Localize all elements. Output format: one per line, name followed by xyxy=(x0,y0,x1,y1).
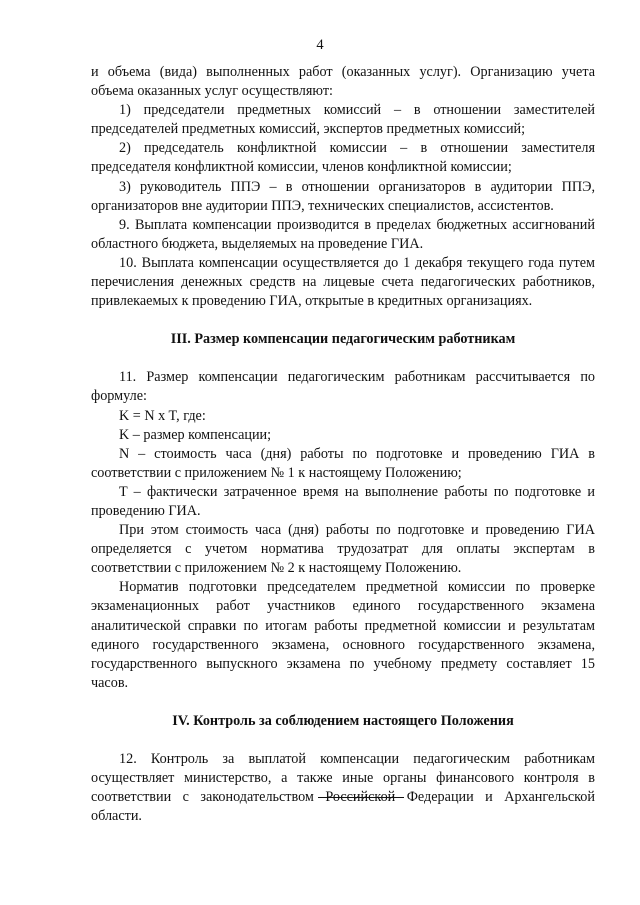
list-item-1: 1) председатели предметных комиссий – в отношении заместителей председателей предметных комиссий, экспертов предметных комиссий; xyxy=(91,102,595,138)
paragraph-continuation: и объема (вида) выполненных работ (оказанных услуг). Организацию учета объема оказанных услуг осуществляют: xyxy=(91,64,595,100)
formula-line: K = N x T, где: xyxy=(119,407,206,424)
section-4-heading: IV. Контроль за соблюдением настоящего Положения xyxy=(172,712,514,729)
paragraph-norm: Норматив подготовки председателем предметной комиссии по проверке экзаменационных работ участников единого государственного экзамена аналитической справки по итогам работы предметной комиссии и результатам единого государственного экзамена, основного государственного экзамена, государственного выпускного экзамена по учебному предмету составляет 15 часов. xyxy=(91,579,595,691)
paragraph-9: 9. Выплата компенсации производится в пределах бюджетных ассигнований областного бюджета, выделяемых на проведение ГИА. xyxy=(91,216,595,252)
formula-t-definition: T – фактически затраченное время на выполнение работы по подготовке и проведению ГИА. xyxy=(91,483,595,519)
paragraph-11: 11. Размер компенсации педагогическим работникам рассчитывается по формуле: xyxy=(91,369,595,405)
list-item-3: 3) руководитель ППЭ – в отношении организаторов в аудитории ППЭ, организаторов вне аудитории ППЭ, технических специалистов, ассистентов. xyxy=(91,178,595,214)
formula-n-definition: N – стоимость часа (дня) работы по подготовке и проведению ГИА в соответствии с приложением № 1 к настоящему Положению; xyxy=(91,445,595,481)
section-3-heading: III. Размер компенсации педагогическим работникам xyxy=(170,331,516,348)
paragraph-hour-cost: При этом стоимость часа (дня) работы по подготовке и проведению ГИА определяется с учетом норматива трудозатрат для оплаты экспертам в соответствии с приложением № 2 к настоящему Положению. xyxy=(91,522,595,577)
paragraph-12: 12. Контроль за выплатой компенсации педагогическим работникам осуществляет министерство, а также иные органы финансового контроля в соответствии с законодательством Российской Федерации и Архангельской области. xyxy=(91,751,595,825)
formula-k-definition: K – размер компенсации; xyxy=(119,426,272,443)
list-item-2: 2) председатель конфликтной комиссии – в отношении заместителя председателя конфликтной комиссии, членов конфликтной комиссии; xyxy=(91,140,595,176)
end-divider xyxy=(318,797,404,798)
page-number: 4 xyxy=(316,37,324,53)
document-body xyxy=(91,63,595,826)
paragraph-10: 10. Выплата компенсации осуществляется до 1 декабря текущего года путем перечисления денежных средств на лицевые счета педагогических работников, привлекаемых к проведению ГИА, открытые в кредитных организациях. xyxy=(91,254,595,310)
